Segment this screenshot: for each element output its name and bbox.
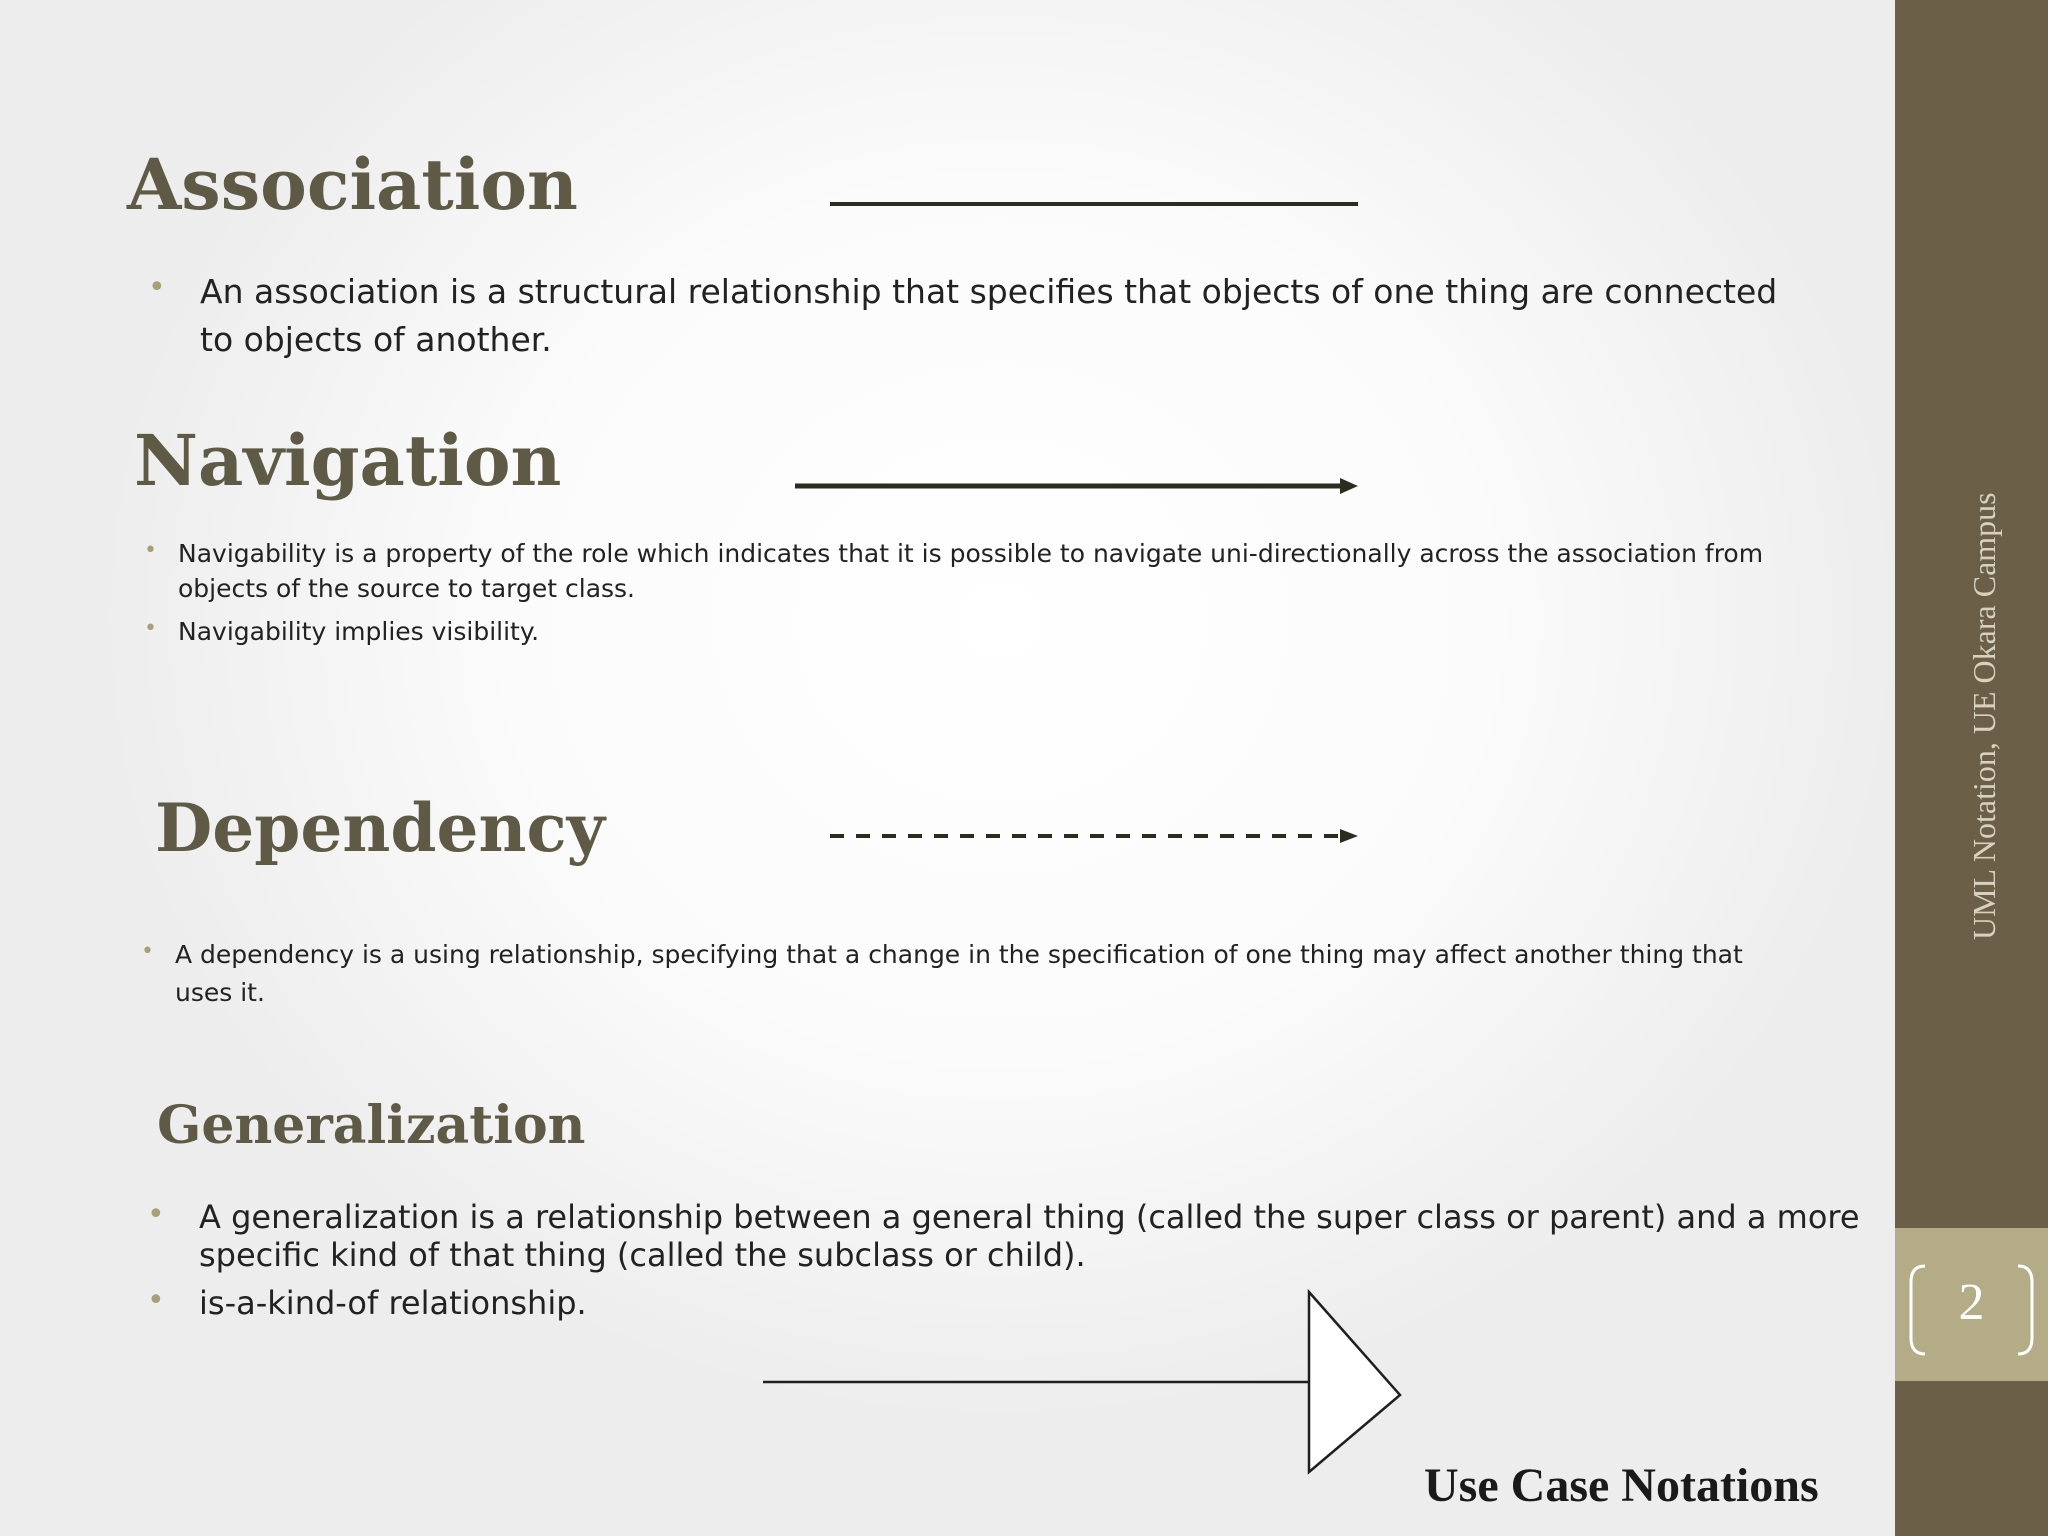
bullet-text: A generalization is a relationship between a general thing (called the super class or parent) and a more specific kind of that thing (called the subclass or child). <box>199 1198 1860 1274</box>
bullet-dot-icon: • <box>147 1197 165 1232</box>
bullet-text: Navigability implies visibility. <box>178 617 540 646</box>
generalization-title: Generalization <box>157 1095 586 1156</box>
bullet-dot-icon: • <box>141 939 154 964</box>
bullet-text: A dependency is a using relationship, specifying that a change in the specification of one thing may affect another thing that uses it. <box>175 940 1743 1007</box>
association-title: Association <box>127 143 578 226</box>
bullet-text: An association is a structural relationship that specifies that objects of one thing are connected to objects of another. <box>200 272 1778 359</box>
generalization-arrow-icon <box>763 1292 1400 1472</box>
page-number: 2 <box>1958 1274 1985 1331</box>
bullet-dot-icon: • <box>144 538 157 563</box>
footer-title: Use Case Notations <box>1424 1459 1819 1512</box>
bullet-dot-icon: • <box>148 270 166 305</box>
bullet-dot-icon: • <box>147 1283 165 1318</box>
dependency-title: Dependency <box>155 789 606 867</box>
sidebar-vertical-text: UML Notation, UE Okara Campus <box>1966 492 2002 940</box>
bullet-text: Navigability is a property of the role which indicates that it is possible to navigate uni-directionally across the association from objects of the source to target class. <box>178 539 1764 603</box>
bullet-text: is-a-kind-of relationship. <box>199 1284 587 1322</box>
bullet-dot-icon: • <box>144 616 157 641</box>
dependency-arrow-icon <box>830 829 1358 843</box>
navigation-arrow-icon <box>795 478 1358 494</box>
navigation-title: Navigation <box>134 419 562 502</box>
